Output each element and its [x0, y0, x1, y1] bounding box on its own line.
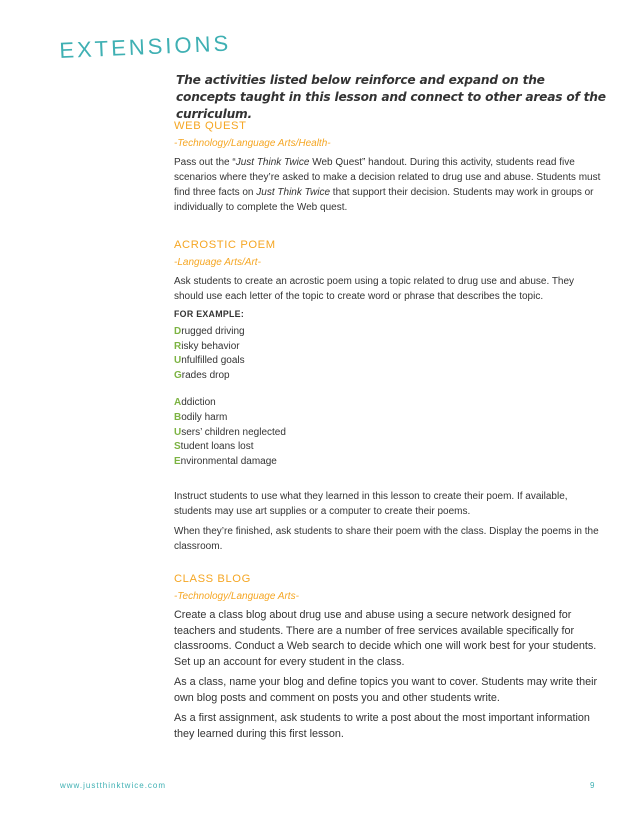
section-heading: ACROSTIC POEM: [174, 239, 276, 251]
section-heading: CLASS BLOG: [174, 573, 251, 585]
acrostic-line: Environmental damage: [174, 455, 277, 467]
acrostic-group-abuse: [174, 396, 606, 469]
page-number: 9: [590, 781, 595, 790]
section-subject: -Technology/Language Arts-: [174, 591, 299, 602]
acrostic-line: Grades drop: [174, 369, 230, 381]
acrostic-line: Unfulfilled goals: [174, 355, 245, 367]
section-paragraph: Pass out the “Just Think Twice Web Quest” handout. During this activity, students read five scenarios where they’re asked to make a decision related to drug use and abuse. Students must find three facts on Just Think Twice that support their decision. Students may work in groups or individually to complete the Web quest.: [174, 157, 601, 213]
section-paragraph: Instruct students to use what they learned in this lesson to create their poem. If available, students may use art supplies or a computer to create their poems.: [174, 491, 568, 518]
page-title: EXTENSIONS: [58, 30, 232, 64]
example-label: FOR EXAMPLE:: [174, 309, 245, 319]
section-paragraph: As a class, name your blog and define topics you want to cover. Students may write their own blog posts and comment on posts you and other students write.: [174, 676, 598, 704]
section-class-blog: [174, 573, 606, 747]
section-paragraph: Ask students to create an acrostic poem using a topic related to drug use and abuse. They should use each letter of the topic to create word or phrase that describes the topic.: [174, 276, 575, 302]
acrostic-line: Student loans lost: [174, 441, 254, 453]
acrostic-group-drug: [174, 325, 606, 383]
acrostic-line: Bodily harm: [174, 411, 228, 423]
section-paragraph: As a first assignment, ask students to write a post about the most important information they learned during this first lesson.: [174, 712, 590, 740]
section-subject: -Language Arts/Art-: [174, 257, 261, 268]
intro-text: The activities listed below reinforce and expand on the concepts taught in this lesson and connect to other areas of the curriculum.: [176, 73, 606, 121]
acrostic-line: Users’ children neglected: [174, 426, 286, 438]
section-paragraph: When they’re finished, ask students to share their poem with the class. Display the poems in the classroom.: [174, 526, 599, 553]
section-paragraph: Create a class blog about drug use and abuse using a secure network designed for teachers and students. There are a number of free services available specifically for classrooms. Conduct a Web search to decide which one will work best for your students. Set up an account for every student in the class.: [174, 609, 597, 668]
section-subject: -Technology/Language Arts/Health-: [174, 138, 331, 149]
section-heading: WEB QUEST: [174, 120, 247, 132]
acrostic-line: Risky behavior: [174, 340, 240, 352]
section-web-quest: [174, 120, 606, 220]
footer-url[interactable]: www.justthinktwice.com: [60, 781, 167, 790]
acrostic-line: Drugged driving: [174, 326, 245, 337]
section-acrostic-poem: [174, 239, 606, 559]
acrostic-line: Addiction: [174, 397, 216, 409]
